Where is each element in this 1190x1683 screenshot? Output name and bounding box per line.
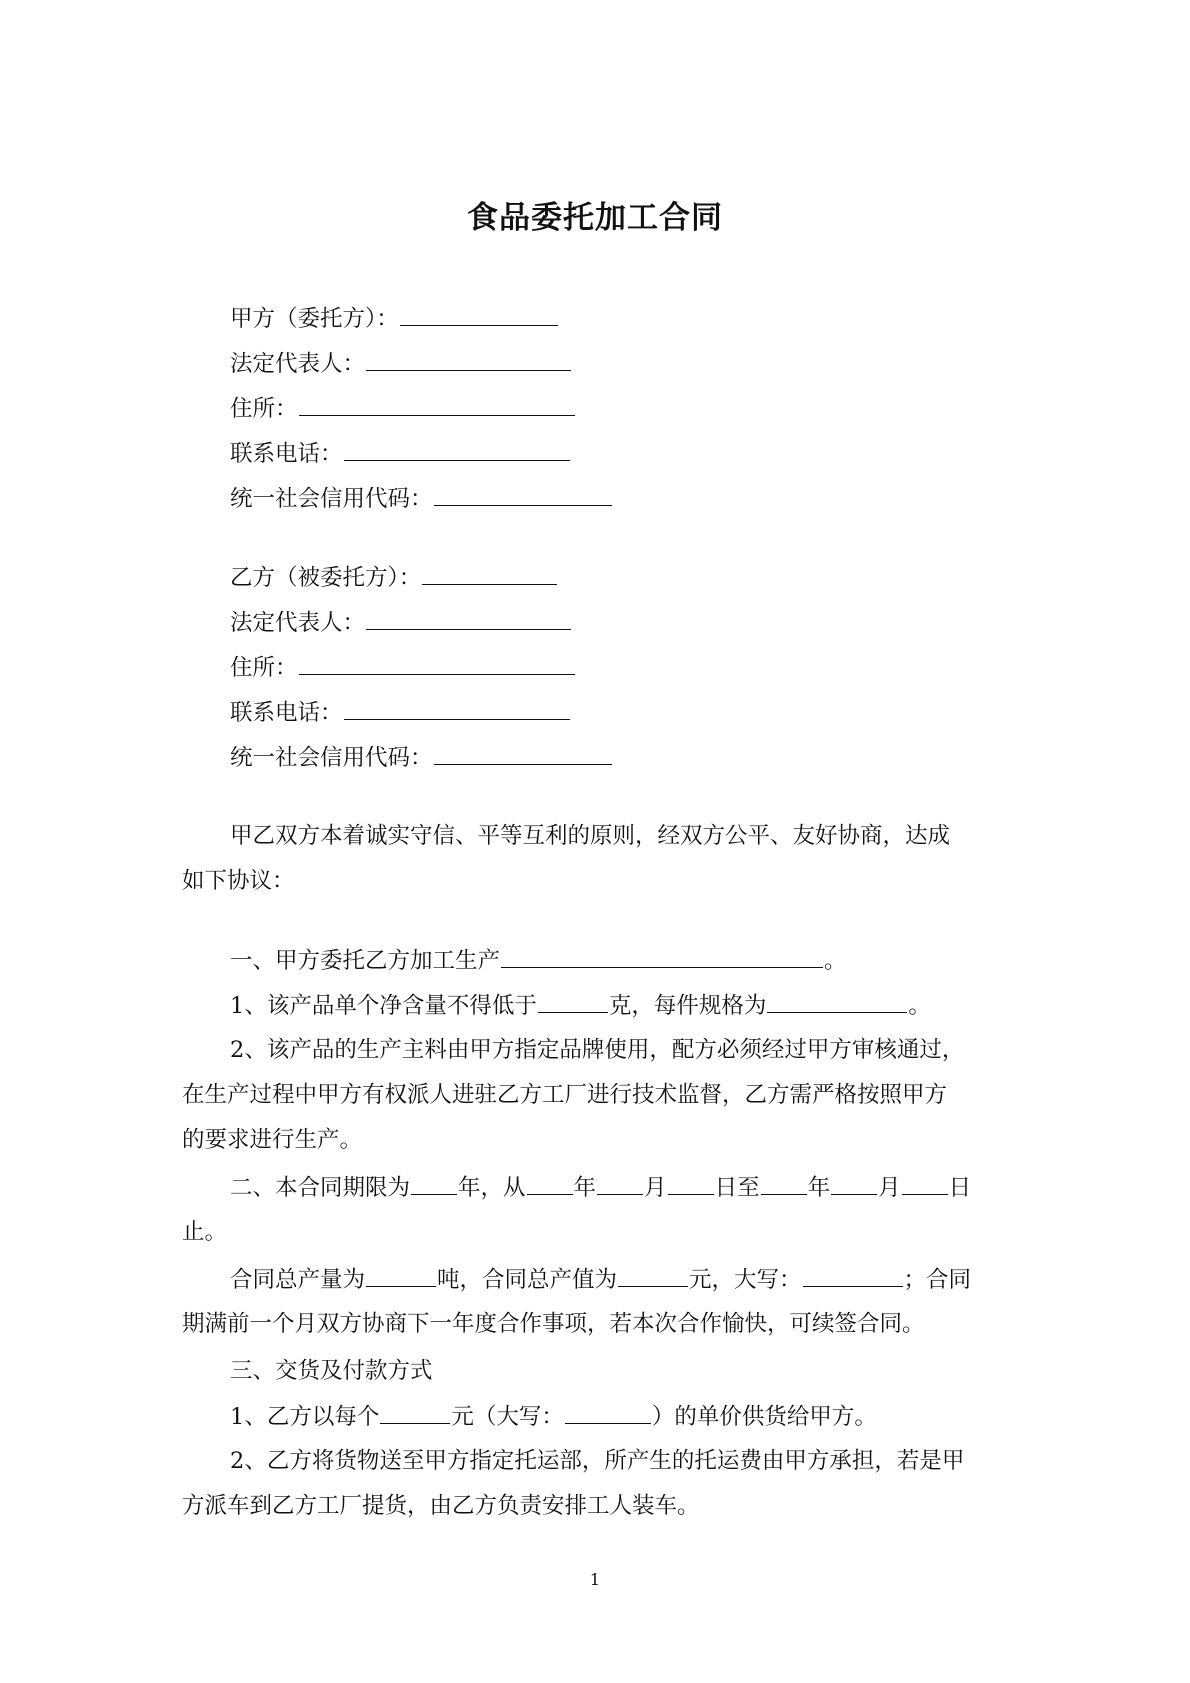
end-month-blank[interactable] bbox=[831, 1172, 877, 1195]
total-value-blank[interactable] bbox=[618, 1264, 688, 1287]
party-b-phone-line: 联系电话： bbox=[230, 697, 571, 728]
party-b-phone-blank[interactable] bbox=[344, 697, 570, 720]
party-b-addr-blank[interactable] bbox=[299, 652, 575, 675]
section-2-term-end: 止。 bbox=[182, 1219, 228, 1245]
total-value-words-blank[interactable] bbox=[803, 1264, 903, 1287]
net-weight-blank[interactable] bbox=[538, 990, 608, 1013]
section-1-heading: 一、甲方委托乙方加工生产 。 bbox=[230, 945, 847, 976]
spec-blank[interactable] bbox=[767, 990, 907, 1013]
unit-price-words-blank[interactable] bbox=[565, 1401, 651, 1424]
section-1-item-2-line-1: 2、该产品的生产主料由甲方指定品牌使用，配方必须经过甲方审核通过， bbox=[230, 1037, 965, 1063]
start-year-blank[interactable] bbox=[527, 1172, 573, 1195]
section-3-item-2-line-1: 2、乙方将货物送至甲方指定托运部，所产生的托运费由甲方承担，若是甲 bbox=[230, 1448, 965, 1474]
party-b-addr-line: 住所： bbox=[230, 652, 576, 683]
party-a-credit-line: 统一社会信用代码： bbox=[230, 483, 613, 514]
section-2-quantity-line: 合同总产量为 吨，合同总产值为 元，大写： ；合同 bbox=[230, 1264, 971, 1295]
party-b-name-line: 乙方（被委托方）： bbox=[230, 562, 558, 593]
unit-price-blank[interactable] bbox=[380, 1401, 450, 1424]
start-day-blank[interactable] bbox=[668, 1172, 714, 1195]
end-year-blank[interactable] bbox=[761, 1172, 807, 1195]
party-a-phone-line: 联系电话： bbox=[230, 438, 571, 469]
section-1-item-2-line-3: 的要求进行生产。 bbox=[182, 1127, 363, 1153]
document-title: 食品委托加工合同 bbox=[467, 200, 723, 236]
party-a-credit-blank[interactable] bbox=[434, 483, 612, 506]
party-b-name-blank[interactable] bbox=[422, 562, 557, 585]
party-a-addr-blank[interactable] bbox=[299, 393, 575, 416]
party-b-credit-blank[interactable] bbox=[434, 742, 612, 765]
party-a-addr-line: 住所： bbox=[230, 393, 576, 424]
party-b-rep-line: 法定代表人： bbox=[230, 607, 572, 638]
party-a-name-blank[interactable] bbox=[400, 303, 558, 326]
term-years-blank[interactable] bbox=[411, 1172, 457, 1195]
start-month-blank[interactable] bbox=[597, 1172, 643, 1195]
section-2-renewal-line: 期满前一个月双方协商下一年度合作事项，若本次合作愉快，可续签合同。 bbox=[182, 1311, 925, 1337]
party-a-rep-blank[interactable] bbox=[366, 348, 571, 371]
intro-line-2: 如下协议： bbox=[182, 868, 295, 894]
intro-line-1: 甲乙双方本着诚实守信、平等互利的原则，经双方公平、友好协商，达成 bbox=[230, 823, 951, 849]
product-blank[interactable] bbox=[501, 945, 823, 968]
party-b-credit-line: 统一社会信用代码： bbox=[230, 742, 613, 773]
section-3-item-2-line-2: 方派车到乙方工厂提货，由乙方负责安排工人装车。 bbox=[182, 1493, 700, 1519]
page-number: 1 bbox=[589, 1570, 601, 1589]
section-3-heading: 三、交货及付款方式 bbox=[230, 1358, 433, 1384]
end-day-blank[interactable] bbox=[902, 1172, 948, 1195]
party-a-rep-line: 法定代表人： bbox=[230, 348, 572, 379]
section-1-item-2-line-2: 在生产过程中甲方有权派人进驻乙方工厂进行技术监督，乙方需严格按照甲方 bbox=[182, 1082, 948, 1108]
section-2-term-line: 二、本合同期限为 年，从 年 月 日至 年 月 日 bbox=[230, 1172, 971, 1203]
section-1-item-1: 1、该产品单个净含量不得低于 克，每件规格为 。 bbox=[230, 990, 931, 1021]
party-b-rep-blank[interactable] bbox=[366, 607, 571, 630]
section-3-item-1: 1、乙方以每个 元（大写： ）的单价供货给甲方。 bbox=[230, 1401, 877, 1432]
total-output-blank[interactable] bbox=[366, 1264, 436, 1287]
party-a-name-line: 甲方（委托方）： bbox=[230, 303, 559, 334]
party-a-phone-blank[interactable] bbox=[344, 438, 570, 461]
